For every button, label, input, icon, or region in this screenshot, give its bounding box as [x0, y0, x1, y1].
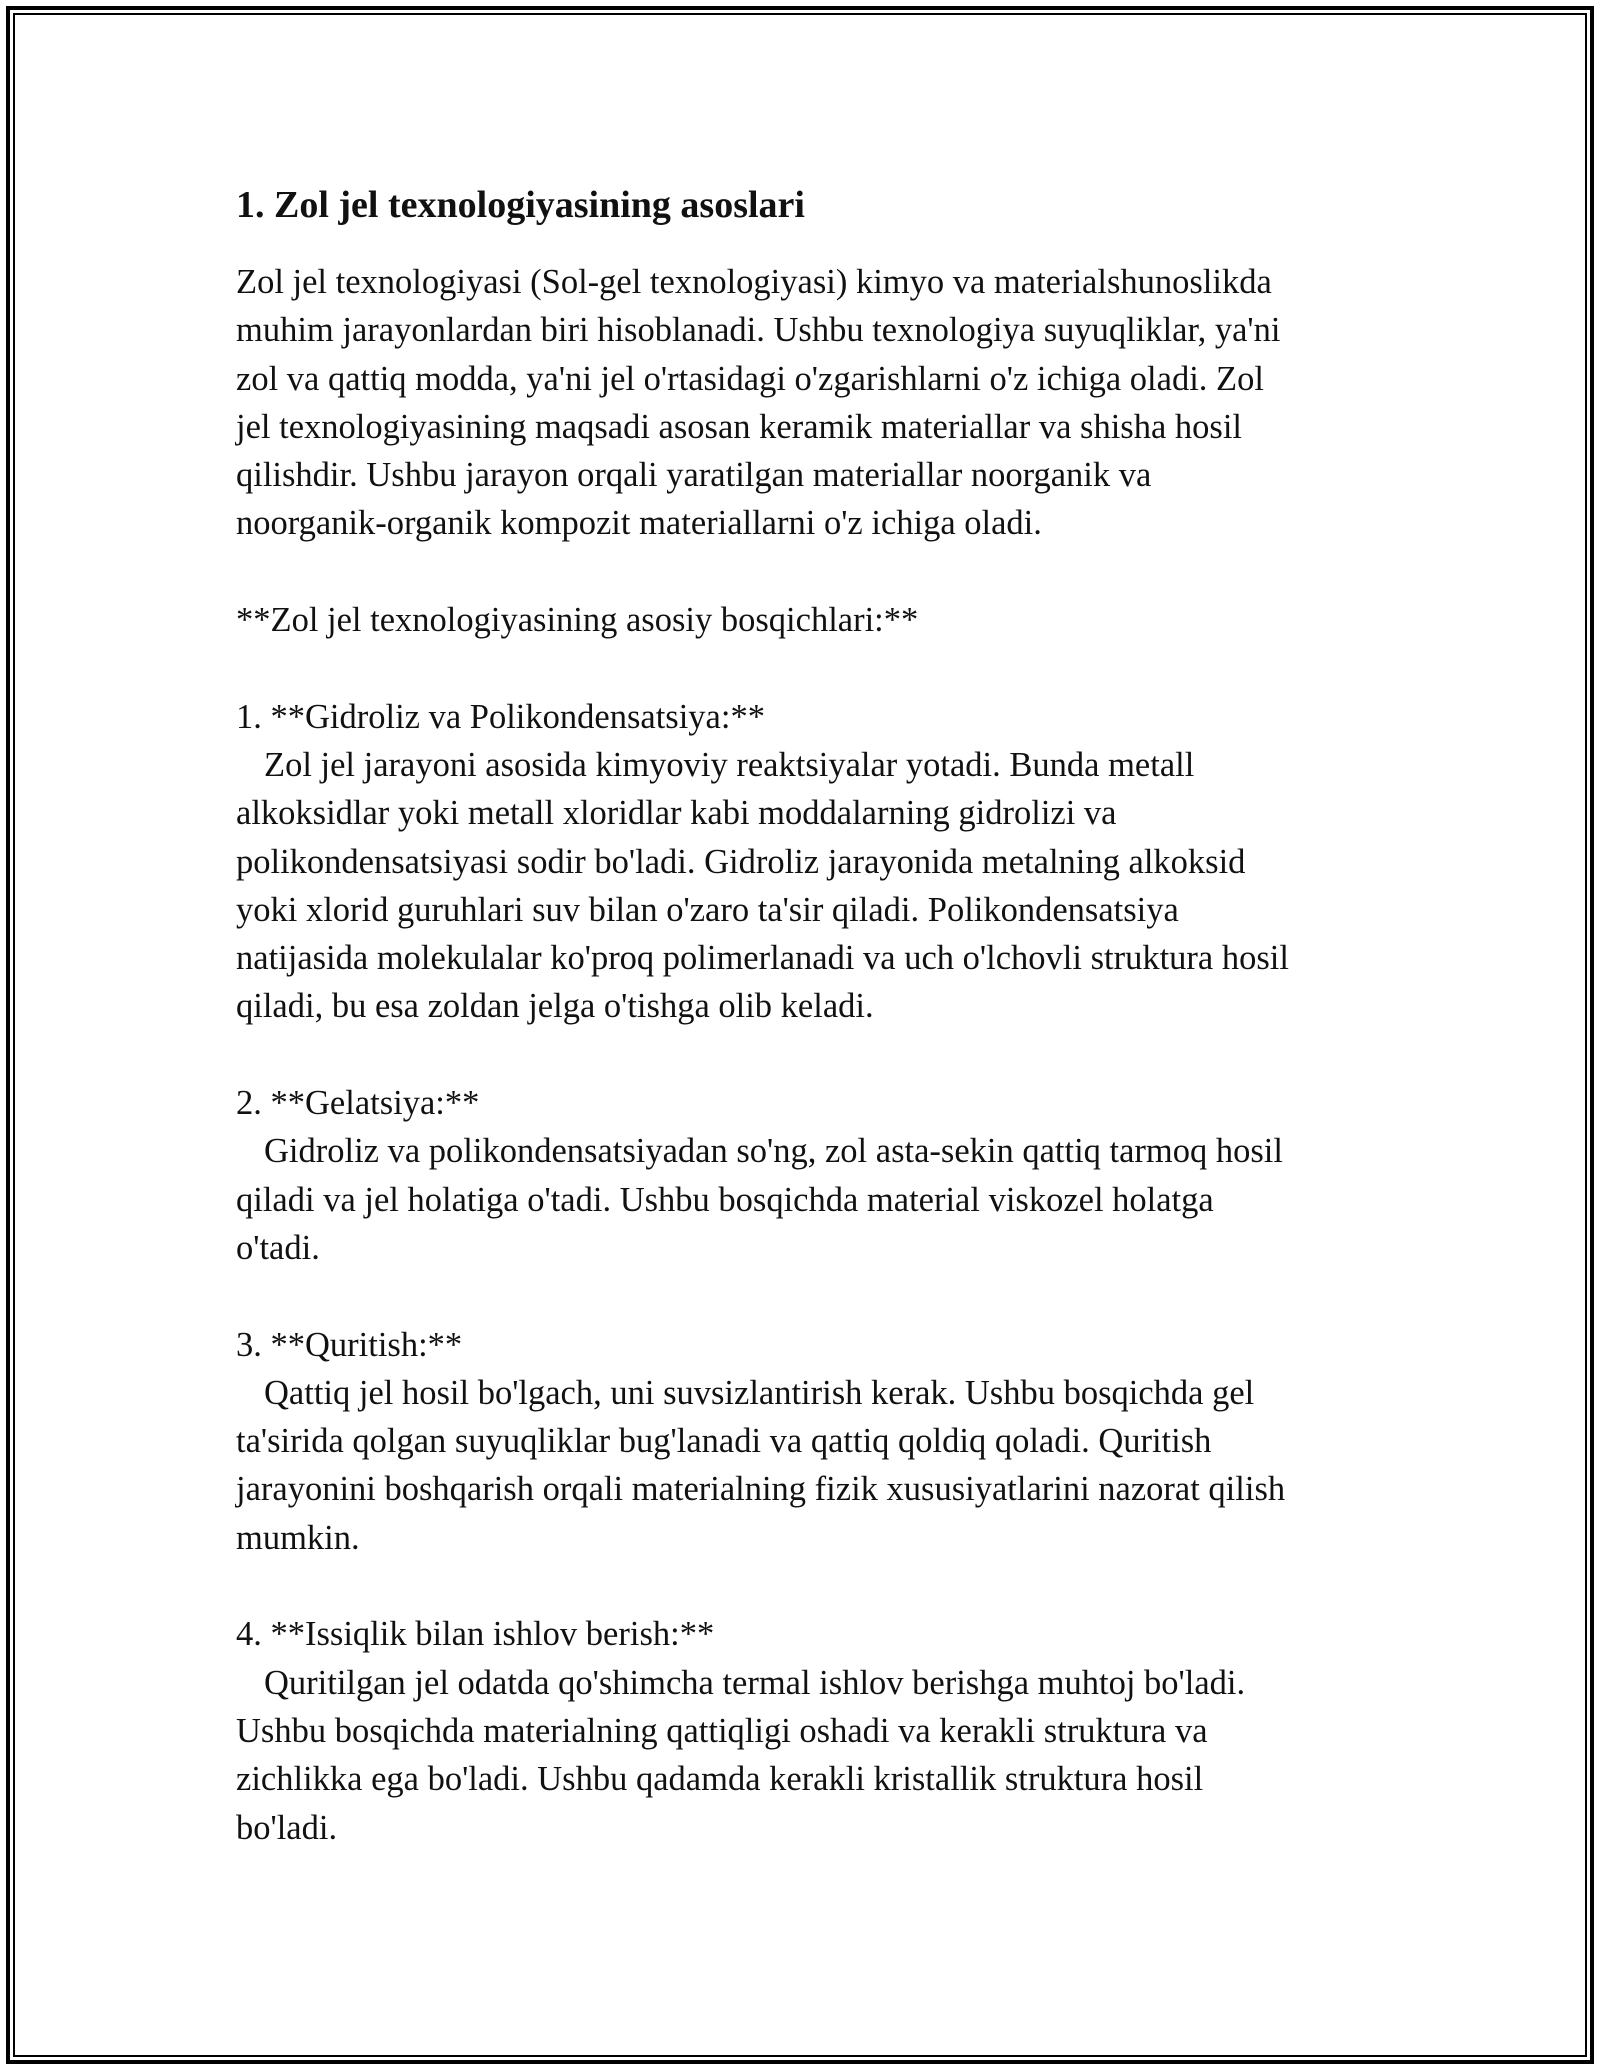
document-title: 1. Zol jel texnologiyasining asoslari	[236, 184, 805, 226]
stages-heading: **Zol jel texnologiyasining asosiy bosqichlari:**	[236, 601, 919, 640]
stage-title: 1. **Gidroliz va Polikondensatsiya:**	[236, 697, 765, 736]
stage-item	[236, 1079, 1366, 1272]
stage-title: 2. **Gelatsiya:**	[236, 1084, 480, 1123]
paragraph-spacer	[236, 1562, 1366, 1610]
stage-title: 3. **Quritish:**	[236, 1325, 463, 1364]
stage-body: Quritilgan jel odatda qo'shimcha termal ishlov berishga muhtoj bo'ladi. Ushbu bosqichda materialning qattiqligi oshadi va kerakli struktura va zichlikka ega bo'ladi. Ushbu qadamda kerakli kristallik struktura hosil bo'ladi.	[236, 1663, 1246, 1847]
stage-body: Gidroliz va polikondensatsiyadan so'ng, zol asta-sekin qattiq tarmoq hosil qiladi va jel holatiga o'tadi. Ushbu bosqichda material viskozel holatga o'tadi.	[236, 1132, 1283, 1267]
paragraph-spacer	[236, 1031, 1366, 1079]
paragraph-spacer	[236, 644, 1366, 692]
stage-item	[236, 1610, 1366, 1851]
stage-body: Zol jel jarayoni asosida kimyoviy reaktsiyalar yotadi. Bunda metall alkoksidlar yoki metall xloridlar kabi moddalarning gidrolizi va polikondensatsiyasi sodir bo'ladi. Gidroliz jarayonida metalning alkoksid yoki xlorid guruhlari suv bilan o'zaro ta'sir qiladi. Polikondensatsiya natijasida molekulalar ko'proq polimerlanadi va uch o'lchovli struktura hosil qiladi, bu esa zoldan jelga o'tishga olib keladi.	[236, 745, 1289, 1026]
paragraph-spacer	[236, 548, 1366, 596]
stage-body: Qattiq jel hosil bo'lgach, uni suvsizlantirish kerak. Ushbu bosqichda gel ta'sirida qolgan suyuqliklar bug'lanadi va qattiq qoldiq qoladi. Quritish jarayonini boshqarish orqali materialning fizik xususiyatlarini nazorat qilish mumkin.	[236, 1373, 1286, 1557]
stage-title: 4. **Issiqlik bilan ishlov berish:**	[236, 1615, 715, 1654]
paragraph-spacer	[236, 1272, 1366, 1320]
stage-item	[236, 693, 1366, 1031]
intro-paragraph: Zol jel texnologiyasi (Sol-gel texnologiyasi) kimyo va materialshunoslikda muhim jarayonlardan biri hisoblanadi. Ushbu texnologiya suyuqliklar, ya'ni zol va qattiq modda, ya'ni jel o'rtasidagi o'zgarishlarni o'z ichiga oladi. Zol jel texnologiyasining maqsadi asosan keramik materiallar va shisha hosil qilishdir. Ushbu jarayon orqali yaratilgan materiallar noorganik va noorganik-organik kompozit materiallarni o'z ichiga oladi.	[236, 263, 1281, 543]
document-body	[236, 178, 1366, 1852]
stage-item	[236, 1321, 1366, 1562]
